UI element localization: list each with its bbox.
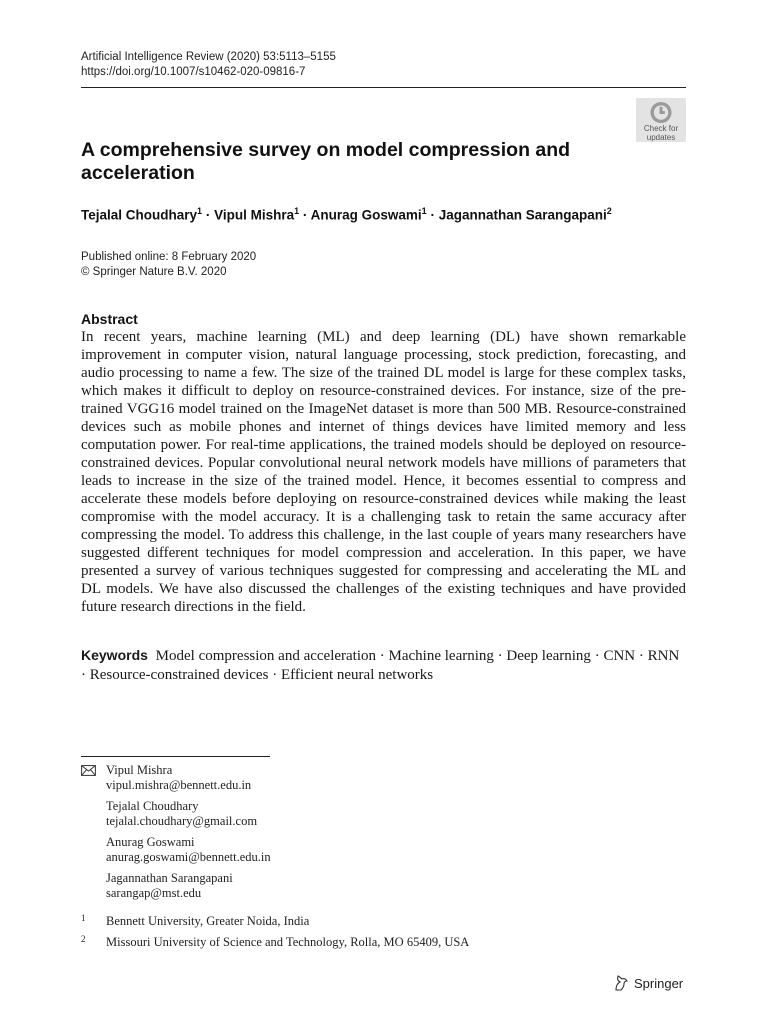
author-affiliation-mark: 1 [197,206,203,216]
journal-doi-link[interactable]: https://doi.org/10.1007/s10462-020-09816-7 [81,66,306,78]
author-separator: · [205,207,211,223]
author-separator: · [302,207,308,223]
author-affiliation-mark: 1 [421,206,427,216]
abstract-heading: Abstract [81,311,138,327]
affiliation-text: Missouri University of Science and Technology, Rolla, MO 65409, USA [106,935,470,949]
author-affiliation-mark: 1 [294,206,300,216]
affiliation-list [81,914,469,956]
keyword: CNN [603,648,636,664]
keywords-heading: Keywords [81,647,148,663]
keyword: Deep learning [506,648,591,664]
publisher-name: Springer [634,975,684,991]
author-separator: · [430,207,435,223]
footnote-divider [81,756,270,757]
check-for-updates-badge[interactable] [636,98,686,142]
author-name[interactable]: Jagannathan Sarangapani [438,207,607,223]
contact-entry [81,799,271,829]
keyword-separator: · [497,648,503,664]
keywords-section [81,646,686,684]
keyword-separator: · [594,648,600,664]
author-affiliation-mark: 2 [606,206,612,216]
published-date: Published online: 8 February 2020 [81,251,257,263]
paper-title: A comprehensive survey on model compression and acceleration [81,139,571,184]
contact-list [81,763,271,907]
journal-header [81,50,336,80]
keyword: Model compression and acceleration [155,648,377,664]
envelope-icon [81,765,96,776]
contact-email[interactable]: vipul.mishra@bennett.edu.in [106,778,252,792]
abstract-text: In recent years, machine learning (ML) and deep learning (DL) have shown remarkable improvement in computer vision, natural language processing, stock prediction, forecasting, and audio processing to name a few. The size of the trained DL model is large for these complex tasks, which makes it difficult to deploy on resource-constrained devices. For instance, size of the pre-trained VGG16 model trained on the ImageNet dataset is more than 500 MB. Resource-constrained devices such as mobile phones and internet of things devices have limited memory and less computation power. For real-time applications, the trained models should be deployed on resource-constrained devices. Popular convolutional neural network models have millions of parameters that leads to increase in the size of the trained model. Hence, it becomes essential to compress and accelerate these models before deploying on resource-constrained devices while making the least compromise with the model accuracy. It is a challenging task to retain the same accuracy after compressing the model. To address this challenge, in the last couple of years many researchers have suggested different techniques for model compression and acceleration. In this paper, we have presented a survey of various techniques suggested for compressing and accelerating the ML and DL models. We have also discussed the challenges of the existing techniques and have provided future research directions in the field. [81,329,686,615]
contact-entry [81,871,271,901]
contact-name: Tejalal Choudhary [106,799,199,813]
keyword-separator: · [638,648,644,664]
keyword: Resource-constrained devices [89,666,269,683]
contact-email[interactable]: anurag.goswami@bennett.edu.in [106,850,271,864]
author-name[interactable]: Anurag Goswami [310,207,422,223]
contact-email[interactable]: tejalal.choudhary@gmail.com [106,814,258,828]
check-for-updates-icon [649,101,673,124]
keyword-separator: · [81,666,86,683]
contact-name: Vipul Mishra [106,763,173,777]
affiliation-entry [81,935,469,950]
affiliation-number: 2 [81,934,86,944]
badge-line-1: Check for [643,124,679,133]
keyword-separator: · [379,648,385,664]
journal-citation: Artificial Intelligence Review (2020) 53:5113–5155 [81,51,336,63]
keyword-separator: · [272,666,278,683]
keyword: RNN [647,648,680,664]
publisher-logo [612,974,683,992]
affiliation-number: 1 [81,913,86,923]
publication-info [81,250,256,280]
affiliation-text: Bennett University, Greater Noida, India [106,914,310,928]
contact-name: Jagannathan Sarangapani [106,871,233,885]
header-divider [81,87,686,88]
author-list [81,206,612,223]
keyword: Efficient neural networks [280,666,434,683]
keyword: Machine learning [388,648,494,664]
author-name[interactable]: Vipul Mishra [214,207,295,223]
contact-entry [81,835,271,865]
contact-entry [81,763,271,793]
contact-email[interactable]: sarangap@mst.edu [106,886,202,900]
badge-line-2: updates [646,133,676,142]
copyright-notice: © Springer Nature B.V. 2020 [81,266,227,278]
contact-name: Anurag Goswami [106,835,195,849]
springer-horse-icon [612,974,630,992]
affiliation-entry [81,914,469,929]
author-name[interactable]: Tejalal Choudhary [81,207,198,223]
